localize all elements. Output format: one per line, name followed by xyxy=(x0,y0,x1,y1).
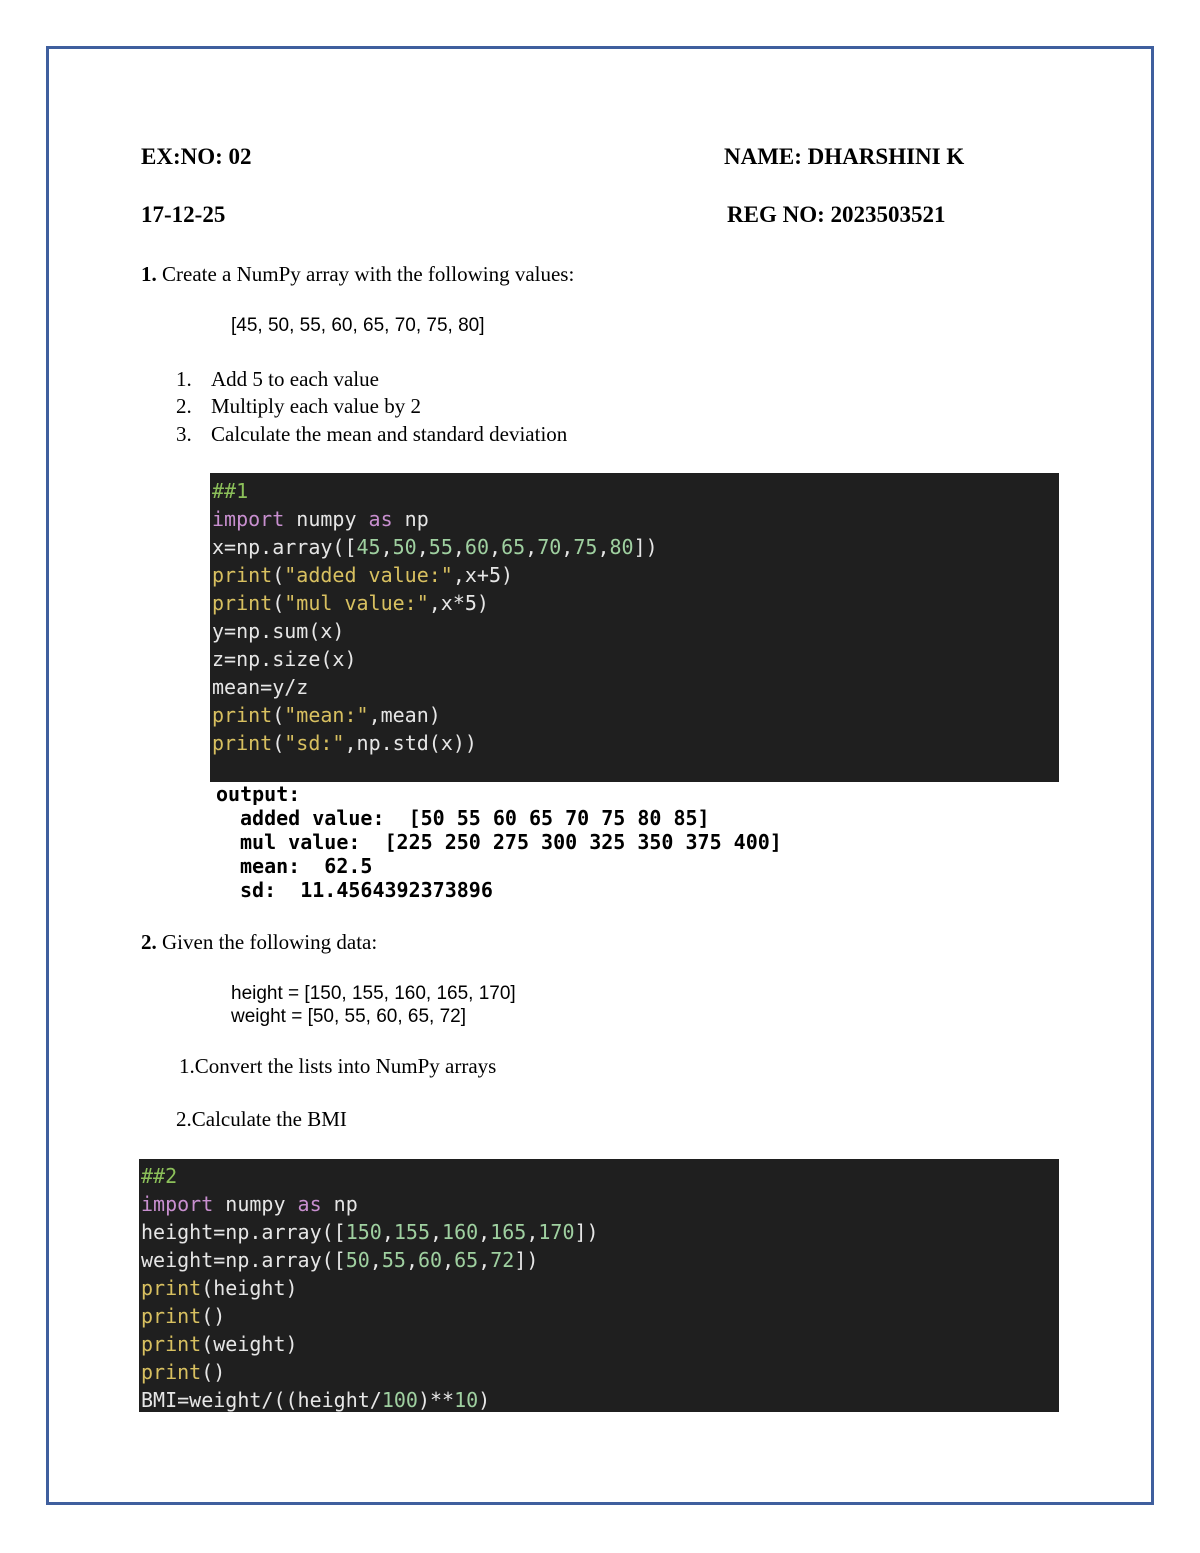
code-token: 10 xyxy=(454,1388,479,1412)
code-line xyxy=(141,1386,1059,1414)
code-token: 100 xyxy=(381,1388,418,1412)
code-token: 65 xyxy=(454,1248,479,1272)
code-line xyxy=(141,1358,1059,1386)
task-text: Calculate the mean and standard deviation xyxy=(211,422,568,446)
code-token: ##2 xyxy=(141,1164,178,1188)
code-token: 170 xyxy=(538,1220,575,1244)
code-token: , xyxy=(430,1220,443,1244)
code-token: print xyxy=(212,591,273,615)
code-line xyxy=(141,1190,1059,1218)
code-token: 150 xyxy=(345,1220,382,1244)
code-line xyxy=(212,561,1059,589)
code-token: ( xyxy=(272,563,285,587)
code-token: as xyxy=(368,507,393,531)
code-token: weight=np.array([ xyxy=(141,1248,346,1272)
code-token: , xyxy=(526,1220,539,1244)
output-line: mean: 62.5 xyxy=(240,854,373,878)
code-token: (height) xyxy=(201,1276,298,1300)
question-2-text: Given the following data: xyxy=(156,930,378,954)
question-1 xyxy=(141,262,574,287)
code-token: , xyxy=(525,535,538,559)
code-line xyxy=(141,1162,1059,1190)
code-token: , xyxy=(489,535,502,559)
question-2-number: 2. xyxy=(141,930,157,954)
code-token: , xyxy=(597,535,610,559)
code-block-2 xyxy=(139,1159,1059,1412)
code-line xyxy=(212,729,1059,757)
task-number: 3. xyxy=(176,422,192,446)
code-token: , xyxy=(416,535,429,559)
code-token: 60 xyxy=(417,1248,443,1272)
student-name: NAME: DHARSHINI K xyxy=(724,144,965,169)
code-token: 65 xyxy=(501,535,526,559)
task-number: 2. xyxy=(176,394,192,418)
code-token: numpy xyxy=(213,1192,298,1216)
code-token: print xyxy=(212,563,273,587)
code-line xyxy=(141,1330,1059,1358)
output-label: output: xyxy=(216,782,301,806)
code-token: 55 xyxy=(381,1248,406,1272)
code-token: print xyxy=(141,1332,202,1356)
code-token: , xyxy=(405,1248,418,1272)
code-token: mean=y/z xyxy=(212,675,309,699)
code-token: as xyxy=(297,1192,322,1216)
code-token: )** xyxy=(417,1388,455,1412)
code-token: 75 xyxy=(573,535,598,559)
code-token: , xyxy=(478,1220,491,1244)
code-token: , xyxy=(478,1248,491,1272)
code-line xyxy=(212,673,1059,701)
task-text: Add 5 to each value xyxy=(211,367,379,391)
output-line: mul value: [225 250 275 300 325 350 375 400] xyxy=(240,830,782,854)
code-token: print xyxy=(141,1304,202,1328)
question-1-number: 1. xyxy=(141,262,157,286)
code-token: ]) xyxy=(574,1220,599,1244)
code-token: 155 xyxy=(393,1220,430,1244)
code-token: ,x*5) xyxy=(428,591,489,615)
code-token: , xyxy=(561,535,574,559)
code-token: 80 xyxy=(609,535,634,559)
weight-data: weight = [50, 55, 60, 65, 72] xyxy=(231,1006,467,1027)
code-token: ,np.std(x)) xyxy=(344,731,477,755)
code-token: ( xyxy=(272,703,285,727)
code-line xyxy=(212,701,1059,729)
code-line xyxy=(141,1302,1059,1330)
output-line: sd: 11.4564392373896 xyxy=(240,878,493,902)
question-2-task-2: 2.Calculate the BMI xyxy=(176,1107,347,1131)
code-token: ]) xyxy=(514,1248,539,1272)
question-2-task-1: 1.Convert the lists into NumPy arrays xyxy=(179,1054,497,1078)
code-token: 50 xyxy=(392,535,417,559)
code-token: 70 xyxy=(537,535,562,559)
code-line xyxy=(212,533,1059,561)
code-token: 50 xyxy=(345,1248,370,1272)
code-token: "mul value:" xyxy=(284,591,429,615)
code-token: 45 xyxy=(356,535,381,559)
code-token: 160 xyxy=(442,1220,479,1244)
code-line xyxy=(212,589,1059,617)
exercise-date: 17-12-25 xyxy=(141,202,226,227)
code-token: () xyxy=(201,1304,226,1328)
code-token: height=np.array([ xyxy=(141,1220,346,1244)
code-token: ( xyxy=(272,591,285,615)
code-token: , xyxy=(452,535,465,559)
code-line xyxy=(141,1218,1059,1246)
task-number: 1. xyxy=(176,367,192,391)
output-line: added value: [50 55 60 65 70 75 80 85] xyxy=(240,806,710,830)
code-token: 165 xyxy=(490,1220,527,1244)
code-token: , xyxy=(442,1248,455,1272)
height-data: height = [150, 155, 160, 165, 170] xyxy=(231,983,516,1004)
code-token: np xyxy=(392,507,429,531)
code-line xyxy=(212,505,1059,533)
code-token: ,x+5) xyxy=(452,563,514,587)
code-token: y=np.sum(x) xyxy=(212,619,345,643)
code-block-1 xyxy=(210,473,1059,782)
code-token: , xyxy=(381,1220,394,1244)
code-token: ,mean) xyxy=(368,703,441,727)
code-token: np xyxy=(321,1192,358,1216)
code-token: "added value:" xyxy=(284,563,453,587)
code-line xyxy=(141,1274,1059,1302)
question-1-values: [45, 50, 55, 60, 65, 70, 75, 80] xyxy=(231,315,485,336)
code-token: 60 xyxy=(464,535,490,559)
code-token: ##1 xyxy=(212,479,249,503)
code-token: x=np.array([ xyxy=(212,535,357,559)
task-text: Multiply each value by 2 xyxy=(211,394,421,418)
code-line xyxy=(212,617,1059,645)
exercise-number: EX:NO: 02 xyxy=(141,144,252,169)
code-token: "sd:" xyxy=(284,731,345,755)
registration-number: REG NO: 2023503521 xyxy=(727,202,946,227)
code-token: print xyxy=(141,1360,202,1384)
question-1-text: Create a NumPy array with the following values: xyxy=(156,262,575,286)
code-token: print xyxy=(212,731,273,755)
code-token: "mean:" xyxy=(284,703,369,727)
code-token: z=np.size(x) xyxy=(212,647,357,671)
code-line xyxy=(141,1246,1059,1274)
code-token: print xyxy=(141,1276,202,1300)
code-token: 72 xyxy=(490,1248,515,1272)
code-token: ) xyxy=(478,1388,491,1412)
code-token: 55 xyxy=(428,535,453,559)
code-line xyxy=(212,477,1059,505)
code-token: () xyxy=(201,1360,226,1384)
code-token: print xyxy=(212,703,273,727)
code-line xyxy=(212,645,1059,673)
question-2 xyxy=(141,930,377,955)
code-token: import xyxy=(141,1192,214,1216)
code-token: numpy xyxy=(284,507,369,531)
code-token: import xyxy=(212,507,285,531)
code-token: , xyxy=(369,1248,382,1272)
code-token: (weight) xyxy=(201,1332,298,1356)
code-token: ( xyxy=(272,731,285,755)
code-token: BMI=weight/((height/ xyxy=(141,1388,382,1412)
code-token: , xyxy=(380,535,393,559)
code-token: ]) xyxy=(633,535,658,559)
